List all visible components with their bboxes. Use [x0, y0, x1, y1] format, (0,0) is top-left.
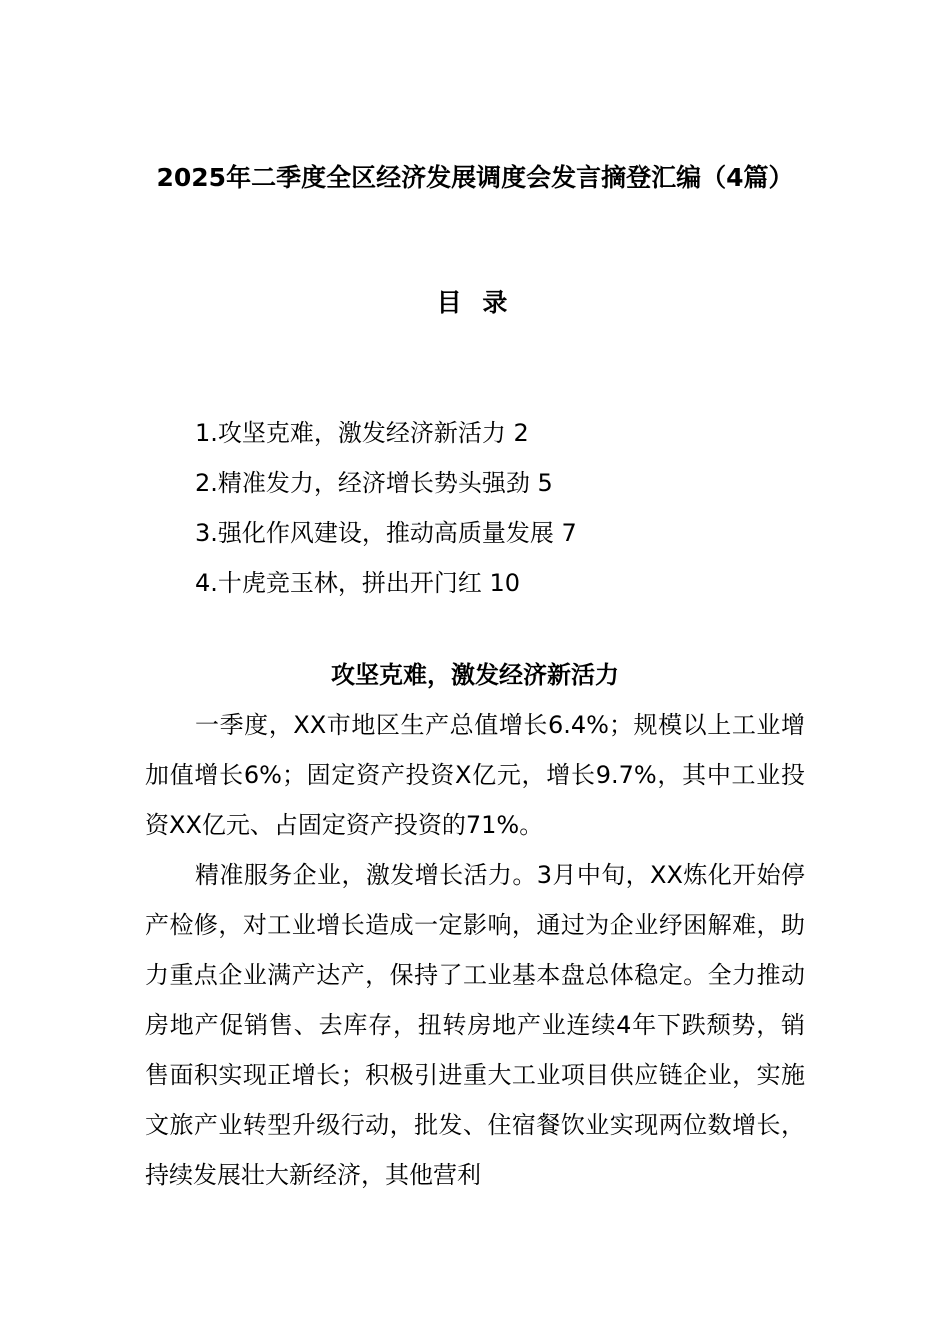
- section-body: [145, 700, 805, 1200]
- toc-item[interactable]: 2.精准发力，经济增长势头强劲 5: [195, 469, 553, 497]
- paragraph: 一季度，XX市地区生产总值增长6.4%；规模以上工业增加值增长6%；固定资产投资X亿元，增长9.7%，其中工业投资XX亿元、占固定资产投资的71%。: [145, 711, 805, 839]
- section-title: 攻坚克难，激发经济新活力: [331, 661, 619, 689]
- toc-item[interactable]: 1.攻坚克难，激发经济新活力 2: [195, 419, 529, 447]
- table-of-contents: [195, 408, 577, 608]
- toc-item[interactable]: 3.强化作风建设，推动高质量发展 7: [195, 519, 577, 547]
- document-title: 2025年二季度全区经济发展调度会发言摘登汇编（4篇）: [156, 163, 794, 192]
- paragraph: 精准服务企业，激发增长活力。3月中旬，XX炼化开始停产检修，对工业增长造成一定影响，通过为企业纾困解难，助力重点企业满产达产，保持了工业基本盘总体稳定。全力推动房地产促销售、去库存，扭转房地产业连续4年下跌颓势，销售面积实现正增长；积极引进重大工业项目供应链企业，实施文旅产业转型升级行动，批发、住宿餐饮业实现两位数增长，持续发展壮大新经济，其他营利: [145, 861, 805, 1189]
- toc-item[interactable]: 4.十虎竞玉林，拼出开门红 10: [195, 569, 521, 597]
- toc-heading: 目 录: [436, 288, 514, 317]
